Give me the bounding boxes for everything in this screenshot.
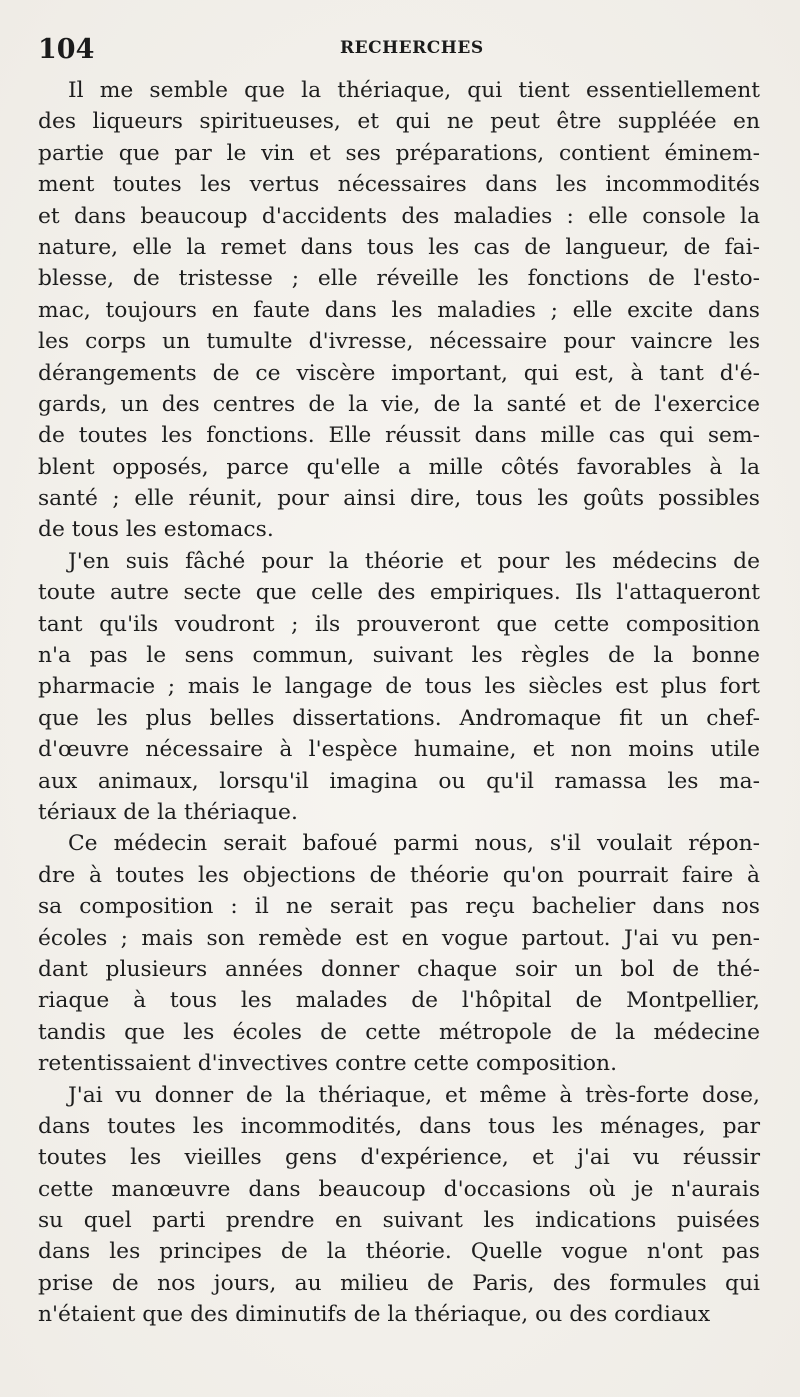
text-line: Il me semble que la thériaque, qui tient essentiellement [68, 78, 760, 103]
text-line: de toutes les fonctions. Elle réussit dans mille cas qui sem- [38, 423, 760, 449]
text-line: dérangements de ce viscère important, qui est, à tant d'é- [38, 360, 760, 386]
text-line: ment toutes les vertus nécessaires dans les incommodités [38, 172, 760, 198]
text-line: les corps un tumulte d'ivresse, nécessaire pour vaincre les [38, 329, 760, 355]
running-head: RECHERCHES [340, 38, 484, 58]
text-line: retentissaient d'invectives contre cette composition. [38, 1051, 618, 1077]
text-line: de tous les estomacs. [38, 517, 274, 543]
text-line: dans toutes les incommodités, dans tous les ménages, par [38, 1113, 760, 1139]
text-line: dre à toutes les objections de théorie qu'on pourrait faire à [38, 862, 760, 888]
text-line: toutes les vieilles gens d'expérience, et j'ai vu réussir [38, 1145, 760, 1171]
text-line: aux animaux, lorsqu'il imagina ou qu'il ramassa les ma- [38, 768, 760, 794]
page-number: 104 [38, 34, 95, 65]
paragraph [38, 75, 760, 546]
text-line: riaque à tous les malades de l'hôpital de Montpellier, [38, 988, 760, 1014]
text-line: nature, elle la remet dans tous les cas de langueur, de fai- [38, 234, 760, 260]
text-line: d'œuvre nécessaire à l'espèce humaine, et non moins utile [38, 737, 760, 763]
text-line: et dans beaucoup d'accidents des maladies : elle console la [38, 203, 760, 229]
paragraph [38, 828, 760, 1079]
page-header [38, 34, 760, 64]
text-line: J'en suis fâché pour la théorie et pour les médecins de [68, 548, 760, 574]
text-line: su quel parti prendre en suivant les indications puisées [38, 1208, 760, 1234]
text-line: cette manœuvre dans beaucoup d'occasions où je n'aurais [38, 1176, 760, 1202]
text-line: J'ai vu donner de la thériaque, et même à très-forte dose, [68, 1082, 760, 1108]
text-line: n'a pas le sens commun, suivant les règles de la bonne [38, 643, 760, 669]
text-line: blent opposés, parce qu'elle a mille côtés favorables à la [38, 454, 760, 480]
text-line: n'étaient que des diminutifs de la thériaque, ou des cordiaux [38, 1302, 711, 1328]
text-line: tandis que les écoles de cette métropole de la médecine [38, 1019, 760, 1045]
paragraph [38, 546, 760, 829]
paragraph [38, 1080, 760, 1331]
text-line: écoles ; mais son remède est en vogue partout. J'ai vu pen- [38, 925, 760, 951]
text-line: sa composition : il ne serait pas reçu bachelier dans nos [38, 894, 760, 920]
text-line: partie que par le vin et ses préparations, contient éminem- [38, 140, 760, 166]
text-line: que les plus belles dissertations. Andromaque fit un chef- [38, 705, 760, 731]
text-line: gards, un des centres de la vie, de la santé et de l'exercice [38, 391, 760, 417]
text-line: pharmacie ; mais le langage de tous les siècles est plus fort [38, 674, 760, 700]
text-line: tant qu'ils voudront ; ils prouveront que cette composition [38, 611, 760, 637]
text-line: Ce médecin serait bafoué parmi nous, s'il voulait répon- [68, 831, 760, 857]
text-line: santé ; elle réunit, pour ainsi dire, tous les goûts possibles [38, 486, 760, 512]
text-line: mac, toujours en faute dans les maladies ; elle excite dans [38, 297, 760, 323]
text-line: toute autre secte que celle des empiriques. Ils l'attaqueront [38, 580, 760, 606]
text-line: tériaux de la thériaque. [38, 799, 298, 825]
text-line: dant plusieurs années donner chaque soir un bol de thé- [38, 956, 760, 982]
text-line: des liqueurs spiritueuses, et qui ne peut être suppléée en [38, 109, 760, 135]
text-line: dans les principes de la théorie. Quelle vogue n'ont pas [38, 1239, 760, 1265]
body-text [38, 75, 760, 1331]
text-line: blesse, de tristesse ; elle réveille les fonctions de l'esto- [38, 266, 760, 292]
text-line: prise de nos jours, au milieu de Paris, des formules qui [38, 1270, 760, 1296]
